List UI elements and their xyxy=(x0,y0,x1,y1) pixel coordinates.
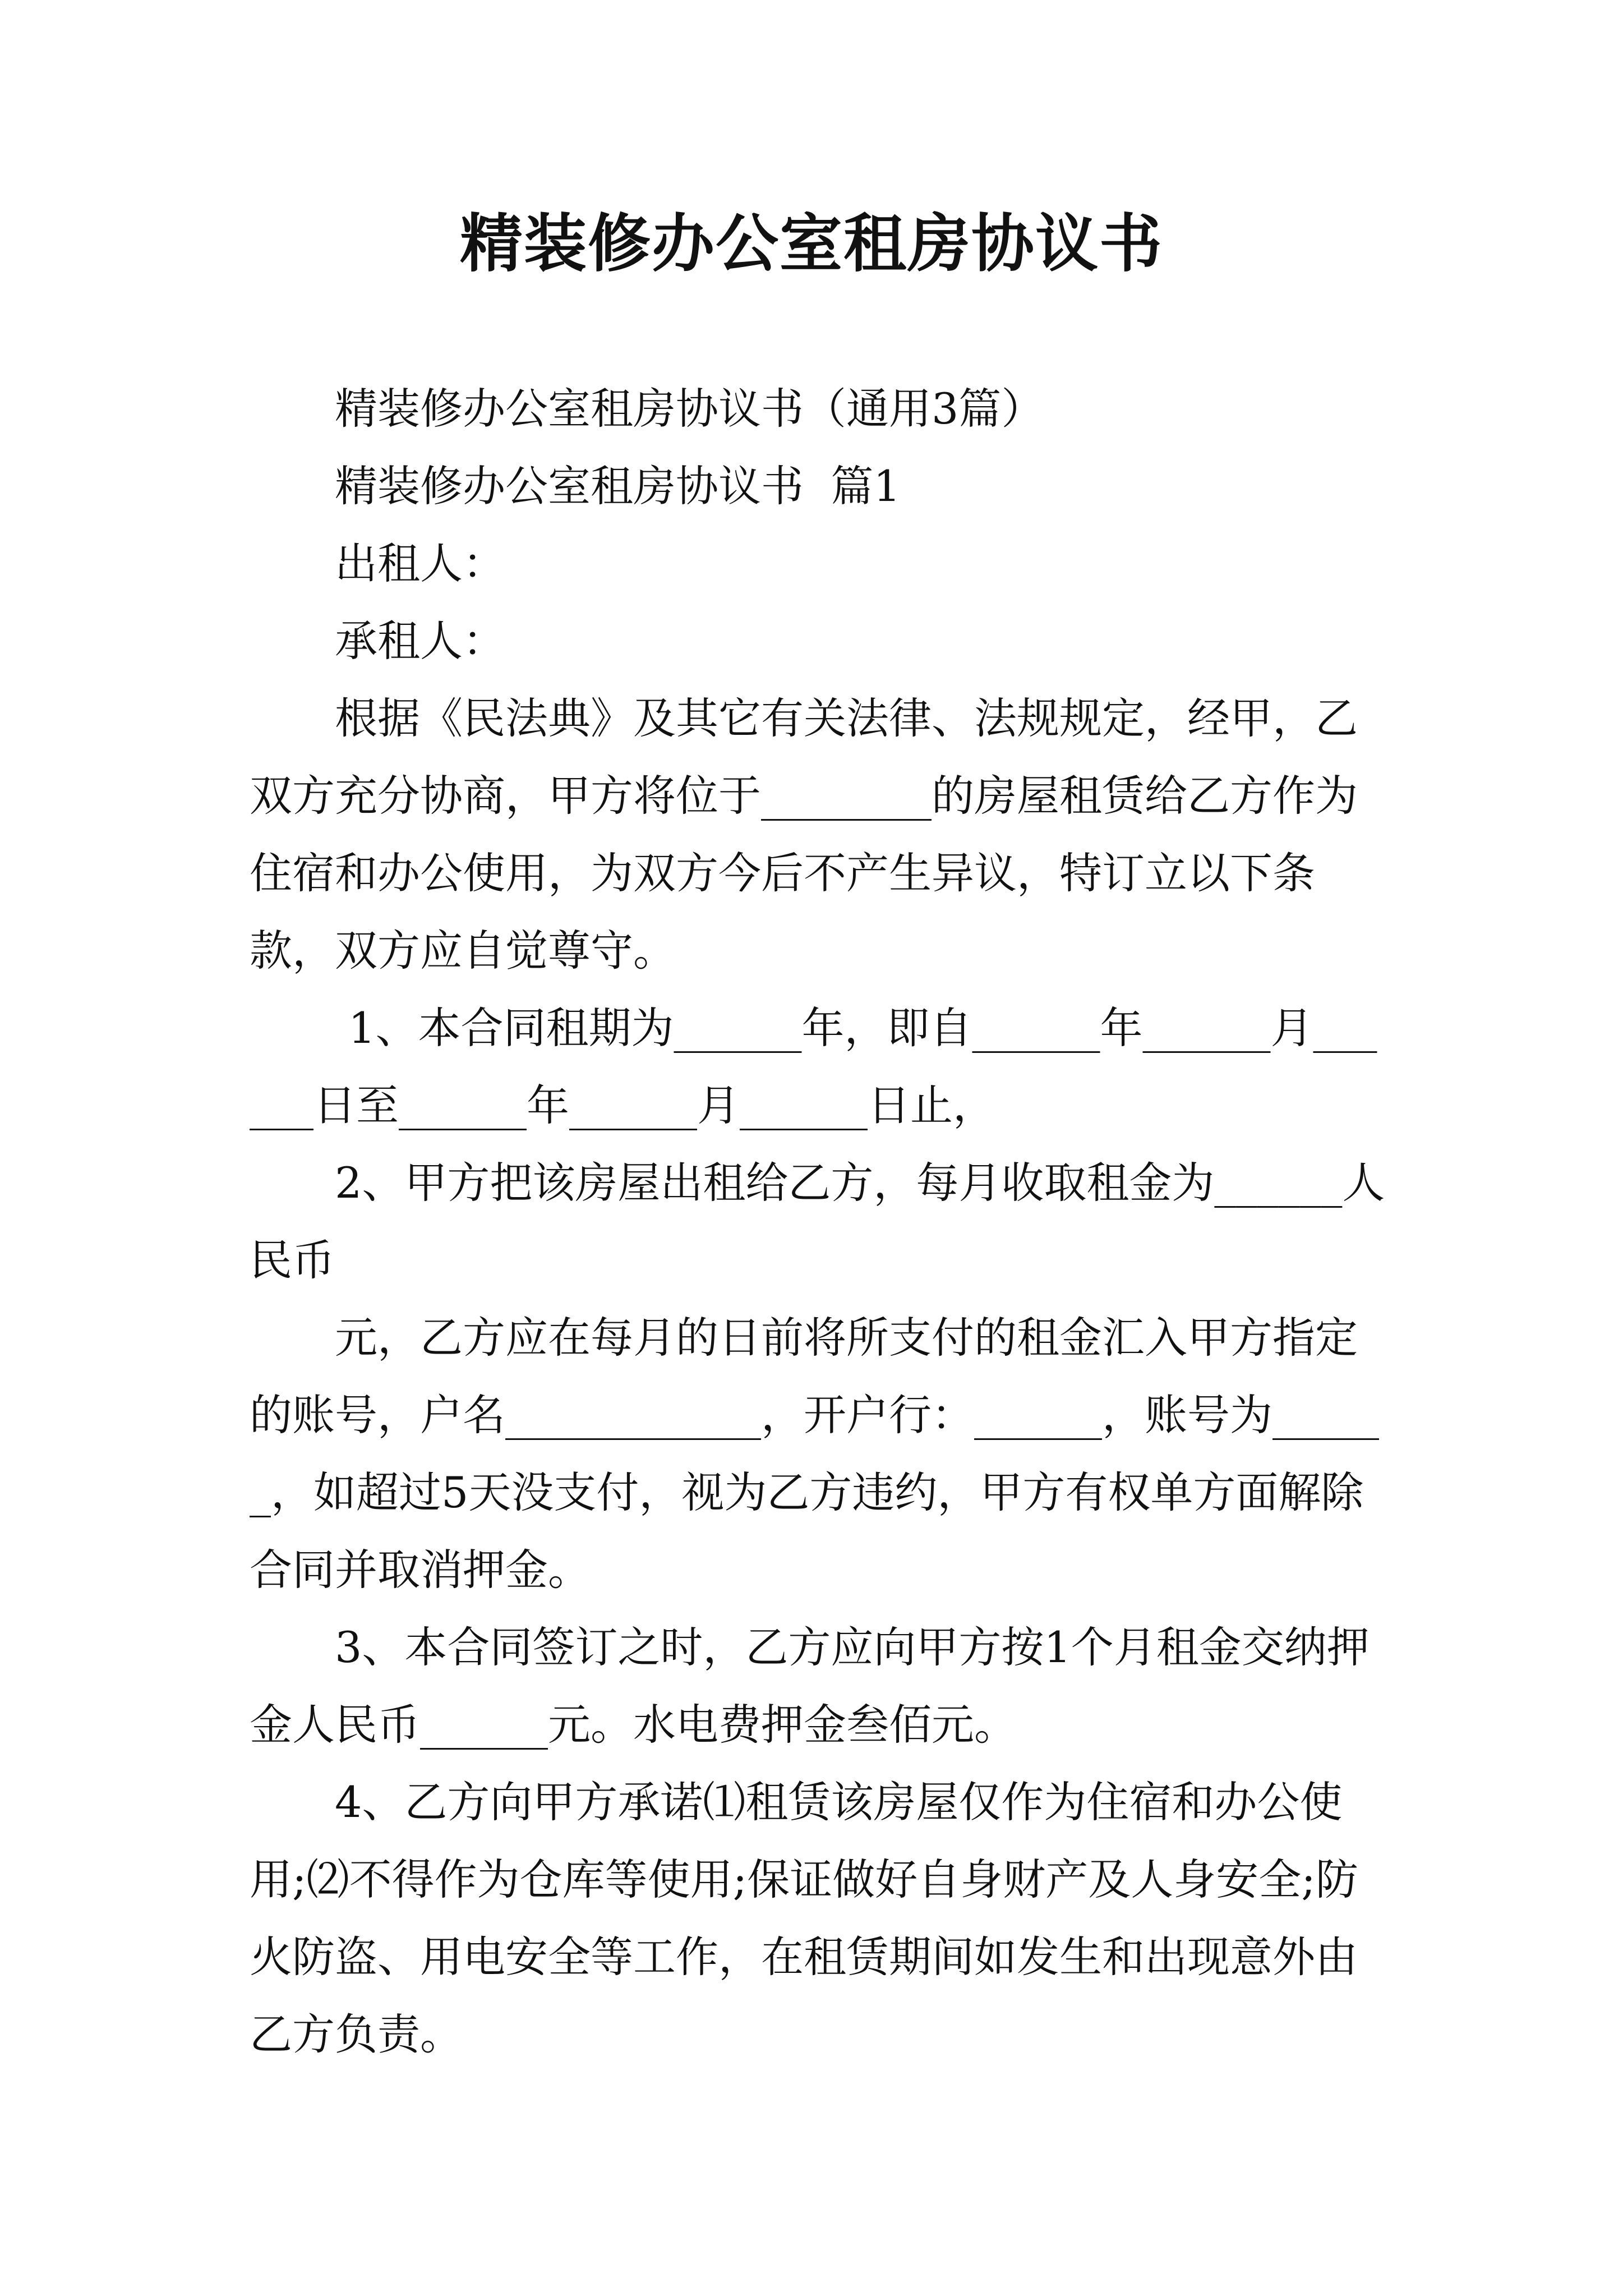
clause-1-paragraph: 1、本合同租期为______年，即自______年______月______日至______年______月______日止， xyxy=(250,1003,1377,1130)
document-title: 精装修办公室租房协议书 xyxy=(460,207,1163,280)
clause-2-paragraph: 2、甲方把该房屋出租给乙方，每月收取租金为______人民币 xyxy=(250,1158,1385,1285)
document-body xyxy=(250,370,1388,2073)
lessor-line: 出租人： xyxy=(335,539,505,588)
payment-paragraph: 元，乙方应在每月的日前将所支付的租金汇入甲方指定的账号，户名____________，开户行：______，账号为______，如超过5天没支付，视为乙方违约，甲方有权单方面解除合同并取消押金。 xyxy=(250,1313,1379,1595)
preamble-paragraph: 根据《民法典》及其它有关法律、法规规定，经甲，乙双方充分协商，甲方将位于________的房屋租赁给乙方作为住宿和办公使用，为双方今后不产生异议，特订立以下条款，双方应自觉尊守。 xyxy=(250,693,1358,976)
lessee-line: 承租人： xyxy=(335,616,505,666)
clause-4-paragraph: 4、乙方向甲方承诺⑴租赁该房屋仅作为住宿和办公使用;⑵不得作为仓库等使用;保证做好自身财产及人身安全;防火防盗、用电安全等工作，在租赁期间如发生和出现意外由乙方负责。 xyxy=(250,1777,1358,2059)
clause-3-paragraph: 3、本合同签订之时，乙方应向甲方按1个月租金交纳押金人民币______元。水电费押金叁佰元。 xyxy=(250,1622,1370,1750)
subtitle-paragraph: 精装修办公室租房协议书（通用3篇） xyxy=(335,384,1044,434)
section-heading: 精装修办公室租房协议书 篇1 xyxy=(335,461,901,511)
